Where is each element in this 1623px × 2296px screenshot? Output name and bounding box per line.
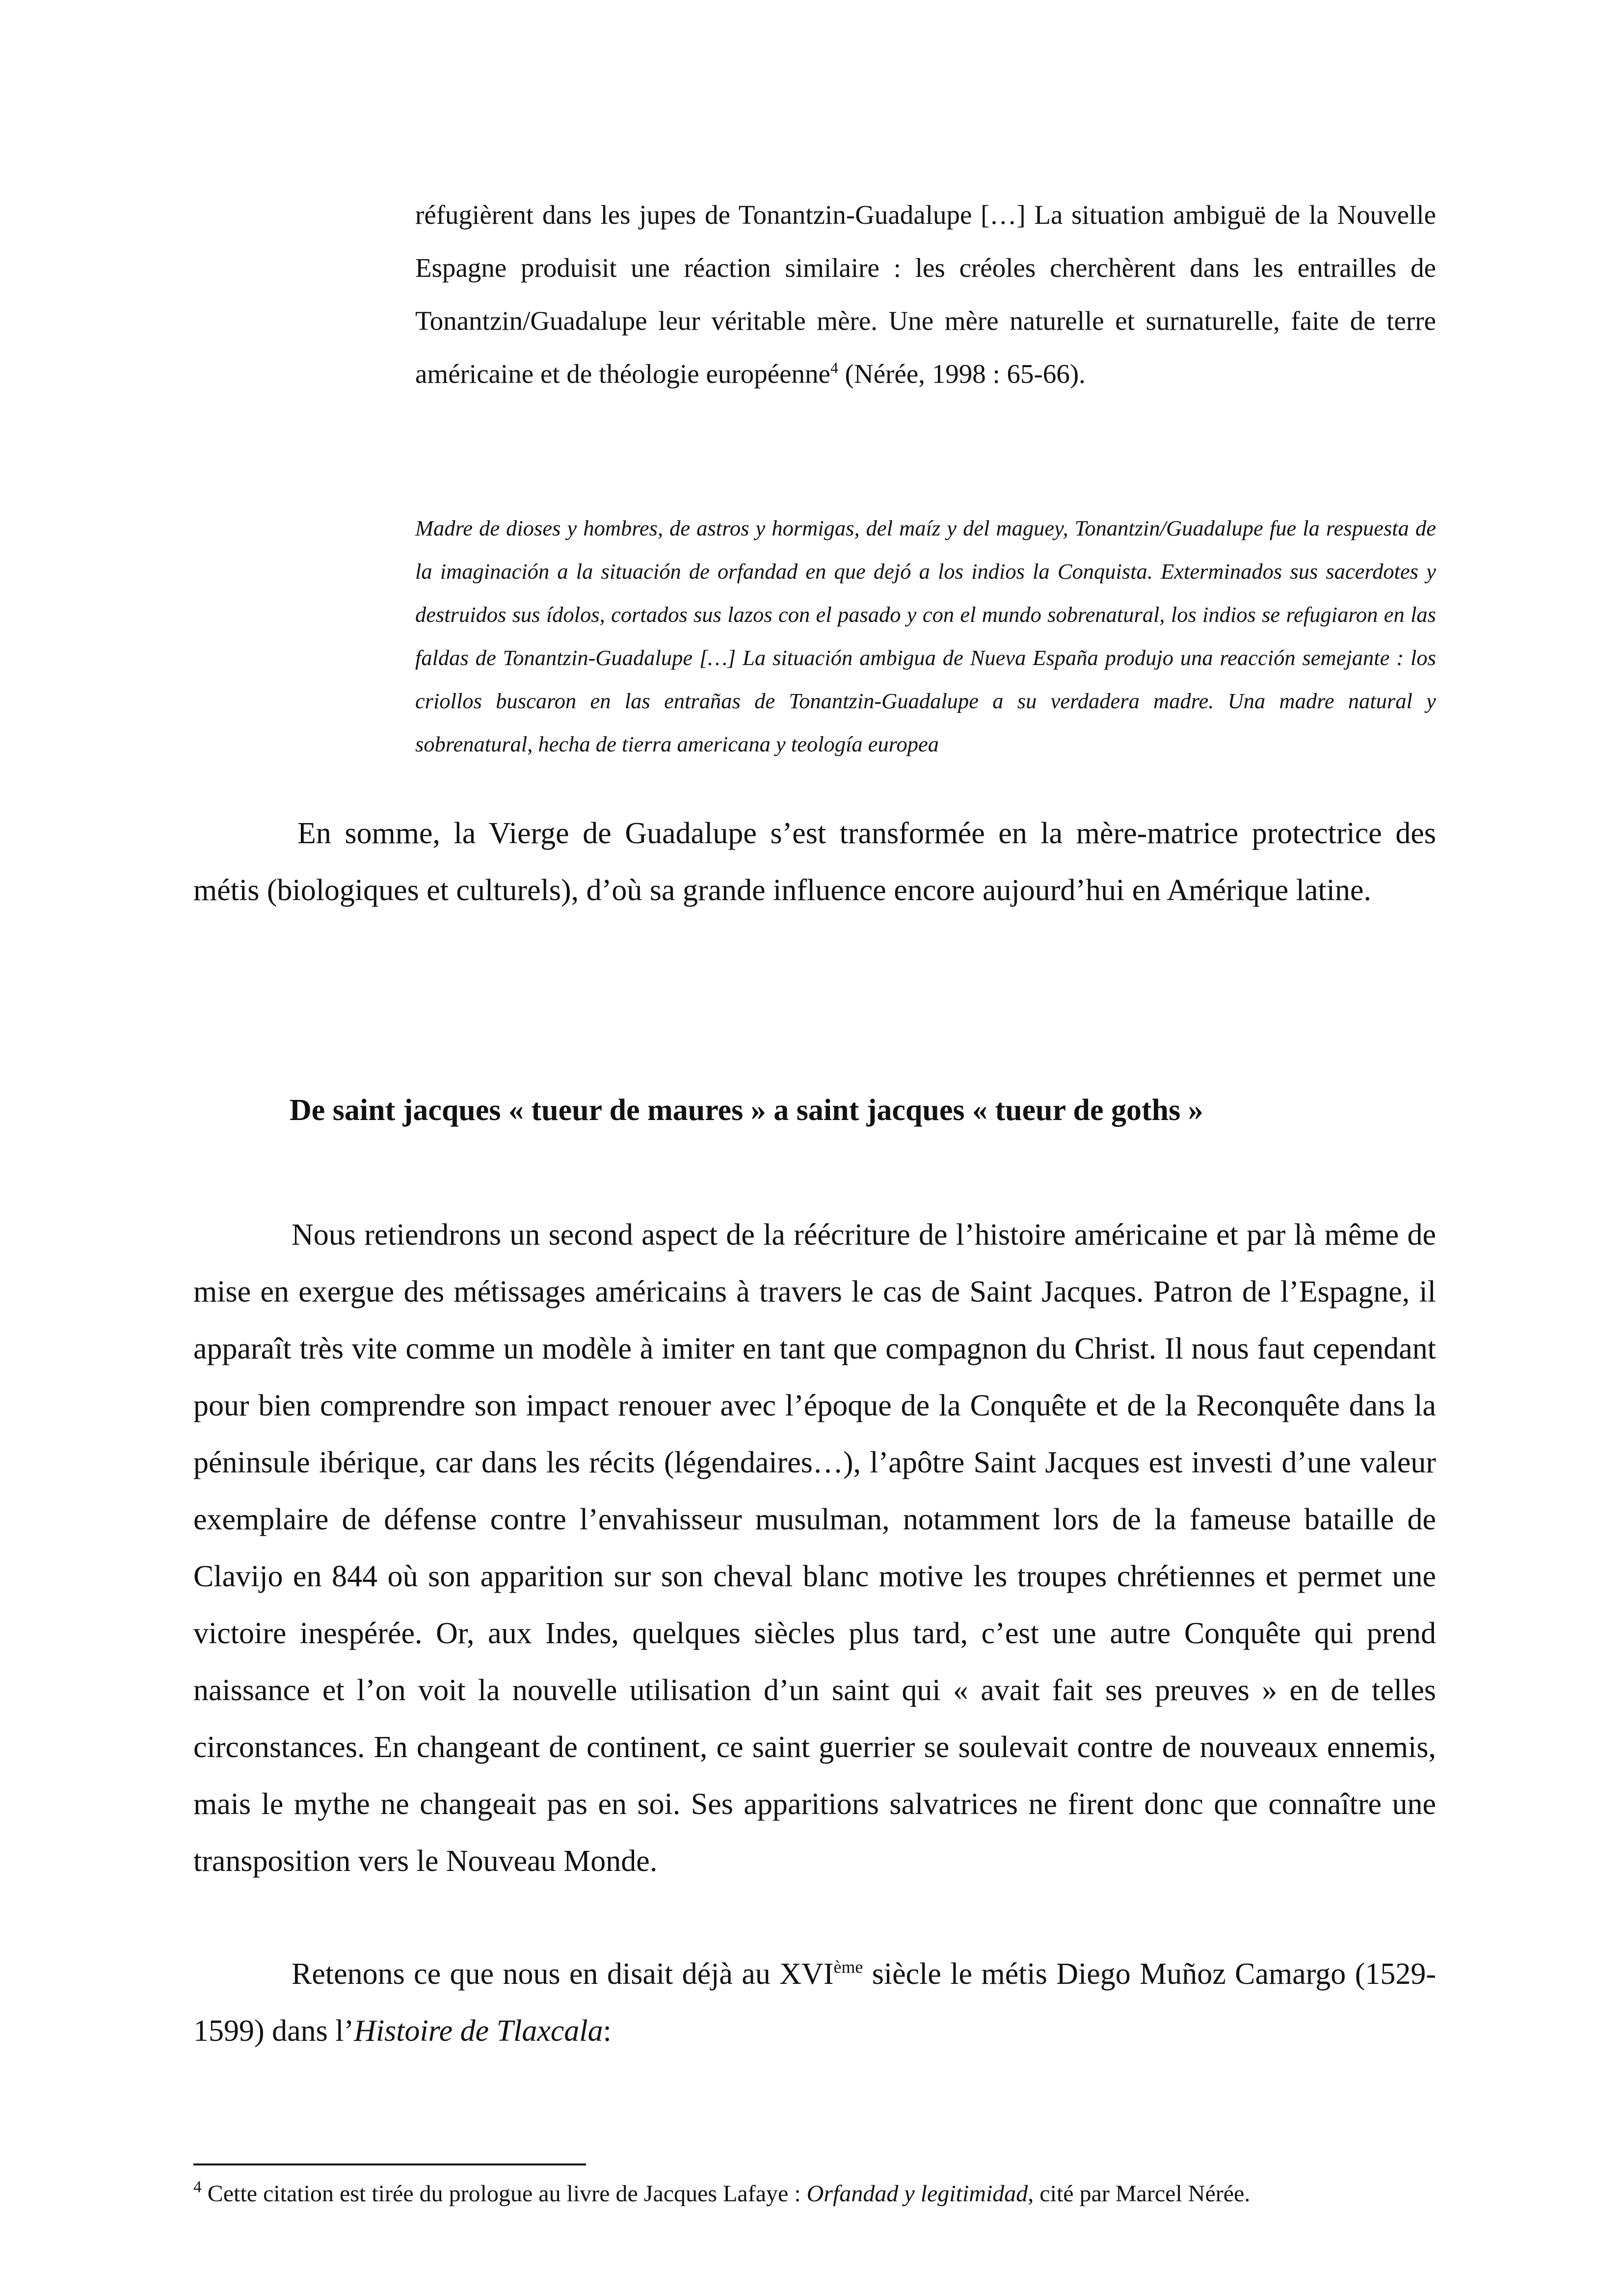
retenons-text: Retenons ce que nous en disait déjà au XVI <box>292 1957 834 1991</box>
footnote-reference[interactable]: 4 <box>830 359 838 377</box>
footnote-text-end: , cité par Marcel Nérée. <box>1028 2181 1251 2207</box>
footnote-separator <box>193 2163 586 2165</box>
footnote-text: Cette citation est tirée du prologue au livre de Jacques Lafaye : <box>201 2181 807 2207</box>
retenons-text-continued: siècle le métis Diego Muñoz Camargo (1529-1599) dans l’ <box>193 1957 1436 2048</box>
paragraph-retenons <box>193 1946 1436 2059</box>
century-superscript: ème <box>833 1957 863 1977</box>
block-quote-french <box>415 188 1436 400</box>
section-heading: De saint jacques « tueur de maures » a saint jacques « tueur de goths » <box>290 1094 1203 1127</box>
footnote-book-title: Orfandad y legitimidad <box>806 2181 1028 2207</box>
quote-french-citation: (Nérée, 1998 : 65-66). <box>838 359 1086 389</box>
paragraph-saint-jacques: Nous retiendrons un second aspect de la réécriture de l’histoire américaine et par là même de mise en exergue des métissages américains à travers le cas de Saint Jacques. Patron de l’Espagne, il apparaît très vite comme un modèle à imiter en tant que compagnon du Christ. Il nous faut cependant pour bien comprendre son impact renouer avec l’époque de la Conquête et de la Reconquête dans la péninsule ibérique, car dans les récits (légendaires…), l’apôtre Saint Jacques est investi d’une valeur exemplaire de défense contre l’envahisseur musulman, notamment lors de la fameuse bataille de Clavijo en 844 où son apparition sur son cheval blanc motive les troupes chrétiennes et permet une victoire inespérée. Or, aux Indes, quelques siècles plus tard, c’est une autre Conquête qui prend naissance et l’on voit la nouvelle utilisation d’un saint qui « avait fait ses preuves » en de telles circonstances. En changeant de continent, ce saint guerrier se soulevait contre de nouveaux ennemis, mais le mythe ne changeait pas en soi. Ses apparitions salvatrices ne firent donc que connaître une transposition vers le Nouveau Monde. <box>193 1218 1436 1878</box>
quote-french-text: réfugièrent dans les jupes de Tonantzin-Guadalupe […] La situation ambiguë de la Nouvelle Espagne produisit une réaction similaire : les créoles cherchèrent dans les entrailles de Tonantzin/Guadalupe leur véritable mère. Une mère naturelle et surnaturelle, faite de terre américaine et de théologie européenne <box>415 200 1436 389</box>
block-quote-spanish: Madre de dioses y hombres, de astros y hormigas, del maíz y del maguey, Tonantzin/Guadalupe fue la respuesta de la imaginación a la situación de orfandad en que dejó a los indios la Conquista. Exterminados sus sacerdotes y destruidos sus ídolos, cortados sus lazos con el pasado y con el mundo sobrenatural, los indios se refugiaron en las faldas de Tonantzin-Guadalupe […] La situación ambigua de Nueva España produjo una reacción semejante : los criollos buscaron en las entrañas de Tonantzin-Guadalupe a su verdadera madre. Una madre natural y sobrenatural, hecha de tierra americana y teología europea <box>415 516 1436 756</box>
retenons-end: : <box>603 2014 612 2048</box>
footnote-number: 4 <box>193 2178 202 2196</box>
book-title: Histoire de Tlaxcala <box>354 2014 603 2048</box>
paragraph-en-somme: En somme, la Vierge de Guadalupe s’est transformée en la mère-matrice protectrice des métis (biologiques et culturels), d’où sa grande influence encore aujourd’hui en Amérique latine. <box>193 817 1436 907</box>
footnote <box>193 2178 1436 2210</box>
